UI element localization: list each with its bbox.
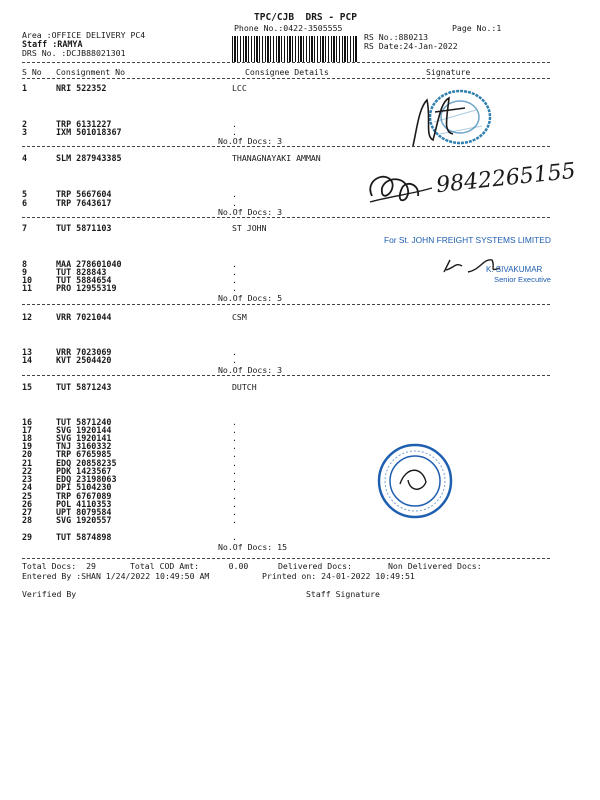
- row-consignment-number: EDQ 23198063: [56, 474, 117, 484]
- staff-field: Staff :RAMYA: [22, 39, 83, 49]
- row-consignee-details: .: [232, 425, 237, 435]
- row-serial-number: 3: [22, 127, 28, 137]
- signature-thanagnayaki: [362, 166, 442, 216]
- row-serial-number: 25: [22, 491, 33, 501]
- row-consignee-details: .: [232, 267, 237, 277]
- row-consignee-details: .: [232, 449, 237, 459]
- total-cod-amount: Total COD Amt: 0.00: [130, 561, 249, 571]
- row-serial-number: 28: [22, 515, 33, 525]
- row-serial-number: 2: [22, 119, 28, 129]
- stamp-name: K. SIVAKUMAR: [486, 265, 543, 274]
- row-consignment-number: SLM 287943385: [56, 153, 122, 163]
- column-header-consignment: Consignment No: [56, 67, 126, 77]
- row-consignment-number: TUT 5874898: [56, 532, 112, 542]
- row-consignment-number: SVG 1920141: [56, 433, 112, 443]
- row-serial-number: 5: [22, 189, 28, 199]
- row-consignment-number: VRR 7021044: [56, 312, 112, 322]
- row-serial-number: 8: [22, 259, 28, 269]
- divider: [22, 217, 550, 218]
- row-serial-number: 11: [22, 283, 33, 293]
- row-serial-number: 17: [22, 425, 33, 435]
- row-consignment-number: TRP 6765985: [56, 449, 112, 459]
- row-consignee-details: .: [232, 189, 237, 199]
- area-field: Area :OFFICE DELIVERY PC4: [22, 30, 146, 40]
- staff-signature-label: Staff Signature: [306, 589, 380, 599]
- verified-by: Verified By: [22, 589, 77, 599]
- row-consignee-details: .: [232, 491, 237, 501]
- group-doc-count: No.Of Docs: 15: [218, 542, 288, 552]
- row-consignment-number: TRP 7643617: [56, 198, 112, 208]
- rs-number: RS No.:880213: [364, 32, 429, 42]
- row-serial-number: 19: [22, 441, 33, 451]
- row-consignment-number: TRP 5667604: [56, 189, 112, 199]
- row-consignment-number: SVG 1920144: [56, 425, 112, 435]
- row-consignment-number: TUT 5871103: [56, 223, 112, 233]
- row-serial-number: 26: [22, 499, 33, 509]
- row-consignment-number: SVG 1920557: [56, 515, 112, 525]
- row-consignee-details: .: [232, 474, 237, 484]
- divider: [22, 62, 550, 63]
- row-consignee-details: .: [232, 127, 237, 137]
- row-consignee-details: ST JOHN: [232, 223, 267, 233]
- row-consignment-number: TUT 5871243: [56, 382, 112, 392]
- row-consignment-number: TNJ 3160332: [56, 441, 112, 451]
- row-consignment-number: IXM 501018367: [56, 127, 122, 137]
- row-consignment-number: TUT 828843: [56, 267, 107, 277]
- row-consignee-details: .: [232, 433, 237, 443]
- row-consignee-details: .: [232, 515, 237, 525]
- row-consignee-details: .: [232, 347, 237, 357]
- row-serial-number: 10: [22, 275, 33, 285]
- barcode: [232, 36, 358, 62]
- drs-number: DRS No. :DCJB88021301: [22, 48, 126, 58]
- row-consignee-details: .: [232, 283, 237, 293]
- row-consignee-details: .: [232, 466, 237, 476]
- row-consignee-details: .: [232, 355, 237, 365]
- group-doc-count: No.Of Docs: 3: [218, 365, 283, 375]
- row-serial-number: 18: [22, 433, 33, 443]
- handwritten-phone-number: 9842265155: [435, 158, 577, 199]
- rs-date: RS Date:24-Jan-2022: [364, 41, 458, 51]
- row-consignment-number: UPT 8079584: [56, 507, 112, 517]
- row-serial-number: 24: [22, 482, 33, 492]
- row-serial-number: 20: [22, 449, 33, 459]
- row-serial-number: 12: [22, 312, 33, 322]
- row-consignee-details: .: [232, 499, 237, 509]
- row-consignment-number: TUT 5884654: [56, 275, 112, 285]
- row-serial-number: 27: [22, 507, 33, 517]
- document-title: TPC/CJB DRS - PCP: [254, 12, 357, 23]
- stamp-title: Senior Executive: [494, 275, 551, 284]
- row-serial-number: 15: [22, 382, 33, 392]
- row-serial-number: 21: [22, 458, 33, 468]
- page-number: Page No.:1: [452, 23, 502, 33]
- row-serial-number: 16: [22, 417, 33, 427]
- row-consignee-details: .: [232, 441, 237, 451]
- row-consignee-details: .: [232, 259, 237, 269]
- row-consignee-details: DUTCH: [232, 382, 257, 392]
- row-consignment-number: PDK 1423567: [56, 466, 112, 476]
- row-serial-number: 6: [22, 198, 28, 208]
- divider: [22, 78, 550, 79]
- divider: [22, 558, 550, 559]
- row-consignment-number: TRP 6131227: [56, 119, 112, 129]
- non-delivered-docs: Non Delivered Docs:: [388, 561, 482, 571]
- row-serial-number: 14: [22, 355, 33, 365]
- row-serial-number: 9: [22, 267, 28, 277]
- signature-top: [405, 88, 475, 158]
- row-serial-number: 22: [22, 466, 33, 476]
- group-doc-count: No.Of Docs: 3: [218, 207, 283, 217]
- row-consignee-details: THANAGNAYAKI AMMAN: [232, 153, 321, 163]
- row-serial-number: 13: [22, 347, 33, 357]
- row-consignee-details: LCC: [232, 83, 247, 93]
- row-consignee-details: .: [232, 532, 237, 542]
- divider: [22, 304, 550, 305]
- round-stamp-dutch: [370, 436, 460, 526]
- row-consignment-number: KVT 2504420: [56, 355, 112, 365]
- row-consignment-number: PRO 12955319: [56, 283, 117, 293]
- row-consignment-number: VRR 7023069: [56, 347, 112, 357]
- column-header-sno: S No: [22, 67, 42, 77]
- row-consignee-details: .: [232, 417, 237, 427]
- row-consignment-number: TRP 6767089: [56, 491, 112, 501]
- row-serial-number: 29: [22, 532, 33, 542]
- row-consignee-details: .: [232, 507, 237, 517]
- delivered-docs: Delivered Docs:: [278, 561, 352, 571]
- row-consignment-number: EDQ 20858235: [56, 458, 117, 468]
- row-consignment-number: POL 4110353: [56, 499, 112, 509]
- row-serial-number: 7: [22, 223, 28, 233]
- row-consignment-number: NRI 522352: [56, 83, 107, 93]
- row-consignee-details: .: [232, 482, 237, 492]
- printed-on: Printed on: 24-01-2022 10:49:51: [262, 571, 415, 581]
- stamp-company-line: For St. JOHN FREIGHT SYSTEMS LIMITED: [384, 235, 551, 245]
- row-serial-number: 23: [22, 474, 33, 484]
- row-consignment-number: MAA 278601040: [56, 259, 122, 269]
- entered-by: Entered By :SHAN 1/24/2022 10:49:50 AM: [22, 571, 210, 581]
- group-doc-count: No.Of Docs: 3: [218, 136, 283, 146]
- divider: [22, 375, 550, 376]
- row-serial-number: 1: [22, 83, 28, 93]
- row-consignee-details: .: [232, 198, 237, 208]
- row-consignee-details: .: [232, 458, 237, 468]
- group-doc-count: No.Of Docs: 5: [218, 293, 283, 303]
- row-consignee-details: .: [232, 275, 237, 285]
- row-consignment-number: TUT 5871240: [56, 417, 112, 427]
- row-consignment-number: DPI 5104230: [56, 482, 112, 492]
- phone-number: Phone No.:0422-3505555: [234, 23, 343, 33]
- total-docs: Total Docs: 29: [22, 561, 96, 571]
- column-header-consignee: Consignee Details: [245, 67, 329, 77]
- row-consignee-details: .: [232, 119, 237, 129]
- row-consignee-details: CSM: [232, 312, 247, 322]
- column-header-signature: Signature: [426, 67, 471, 77]
- row-serial-number: 4: [22, 153, 28, 163]
